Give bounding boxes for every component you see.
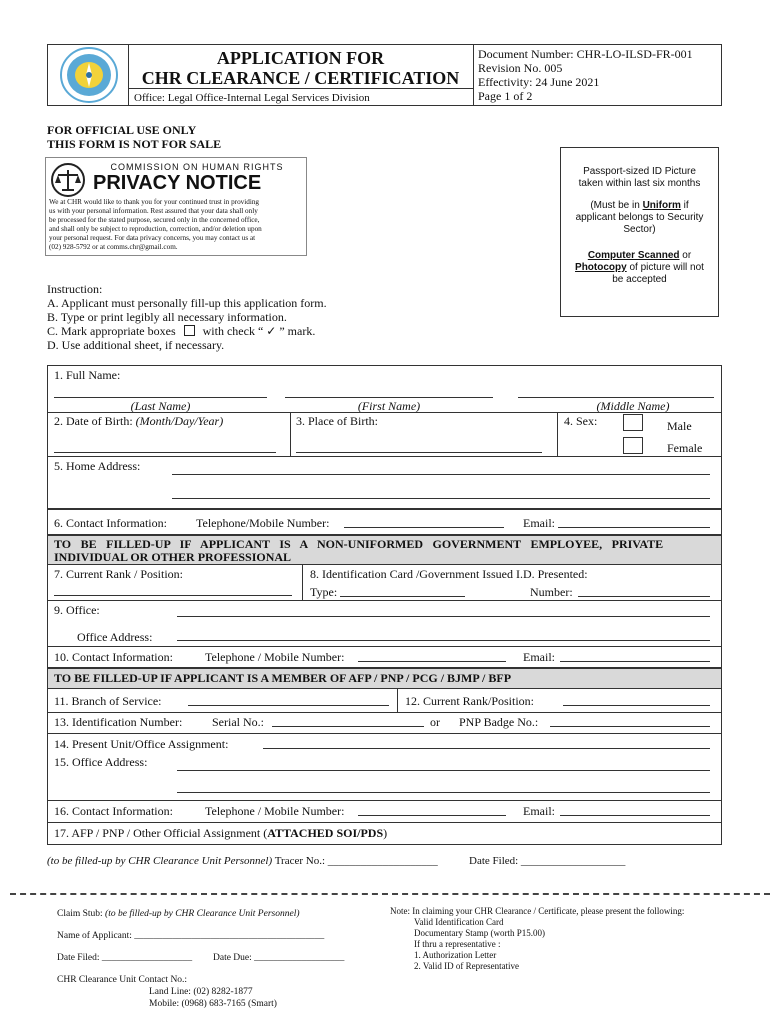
- office-address-field-15a[interactable]: [177, 770, 710, 771]
- page-indicator: Page 1 of 2: [478, 89, 533, 103]
- serial-field[interactable]: [272, 726, 424, 727]
- official-use-line1: FOR OFFICIAL USE ONLY: [47, 123, 197, 137]
- female-label: Female: [667, 441, 703, 455]
- non-uniformed-heading-1: TO BE FILLED-UP IF APPLICANT IS A NON-UNIFORMED GOVERNMENT EMPLOYEE, PRIVATE: [54, 537, 664, 551]
- official-use-line2: THIS FORM IS NOT FOR SALE: [47, 137, 222, 151]
- instruction-b: B. Type or print legibly all necessary information.: [47, 310, 287, 324]
- revision-number: Revision No. 005: [478, 61, 563, 75]
- stub-landline: Land Line: (02) 8282-1877: [149, 987, 253, 997]
- email-field-10[interactable]: [560, 661, 710, 662]
- male-label: Male: [667, 419, 692, 433]
- form-title-line1: APPLICATION FOR: [216, 48, 385, 68]
- id-number-field[interactable]: [578, 596, 710, 597]
- title-office-divider: [128, 88, 473, 89]
- cut-line: [10, 893, 770, 895]
- instruction-heading: Instruction:: [47, 282, 103, 296]
- non-uniformed-heading-2: INDIVIDUAL OR OTHER PROFESSIONAL: [54, 550, 292, 564]
- sec2-heading-divider: [47, 564, 722, 565]
- stub-note-2: Documentary Stamp (worth P15.00): [414, 928, 545, 938]
- dob-label: 2. Date of Birth: (Month/Day/Year): [54, 414, 224, 428]
- middle-name-field[interactable]: [518, 397, 714, 398]
- id-number-label-13: 13. Identification Number:: [54, 715, 183, 729]
- effectivity-date: Effectivity: 24 June 2021: [478, 75, 600, 89]
- telephone-label-1: Telephone/Mobile Number:: [196, 516, 330, 530]
- pob-sex-divider: [557, 412, 558, 456]
- id-number-label: Number:: [530, 585, 573, 599]
- rank-id-divider: [302, 564, 303, 600]
- pob-row-divider: [47, 456, 722, 457]
- stub-contact-label: CHR Clearance Unit Contact No.:: [57, 975, 188, 985]
- sec3-heading-divider: [47, 688, 722, 689]
- instruction-a: A. Applicant must personally fill-up this application form.: [47, 296, 327, 310]
- sec3-branch-divider: [47, 712, 722, 713]
- unit-field[interactable]: [263, 748, 710, 749]
- rank-label: 7. Current Rank / Position:: [54, 567, 183, 581]
- office-address-label: Office Address:: [77, 630, 153, 644]
- rank-field[interactable]: [54, 595, 292, 596]
- unit-label: 14. Present Unit/Office Assignment:: [54, 737, 229, 751]
- privacy-text: We at CHR would like to thank you for your continued trust in providing us with your personal information. Rest assured that your data shall only be processed for the stated purpose, secured only in the concerned office, and shall only be subject to reproduction, correction, and/or deletion upon your personal request. For data privacy concerns, you may contact us at (02) 928-5792 or at comms.chr@gmail.com.: [49, 198, 262, 251]
- checkbox-sample-icon: [184, 325, 195, 336]
- branch-label: 11. Branch of Service:: [54, 694, 162, 708]
- tracer-row: (to be filled-up by CHR Clearance Unit Personnel) Tracer No.: ____________________: [47, 855, 438, 867]
- male-checkbox[interactable]: [623, 414, 643, 431]
- instruction-d: D. Use additional sheet, if necessary.: [47, 338, 225, 352]
- stub-name-field[interactable]: Name of Applicant: ________________________________________: [57, 931, 325, 941]
- name-row-divider: [47, 412, 722, 413]
- chr-seal-logo: [54, 46, 124, 104]
- stub-mobile: Mobile: (0968) 683-7165 (Smart): [149, 999, 277, 1009]
- photo-instructions: Passport-sized ID Picture taken within last six months (Must be in Uniform if applicant belongs to Security Sector) Computer Scanned or Photocopy of picture will not be accepted: [575, 166, 704, 285]
- sec2-office-divider: [47, 646, 722, 647]
- stub-note-5: 2. Valid ID of Representative: [414, 961, 520, 971]
- contact-label-16: 16. Contact Information:: [54, 804, 173, 818]
- scales-of-justice-icon: [49, 163, 87, 197]
- assignment-label: 17. AFP / PNP / Other Official Assignment (ATTACHED SOI/PDS): [54, 826, 388, 840]
- last-name-caption: (Last Name): [130, 399, 191, 413]
- email-label-1: Email:: [523, 516, 555, 530]
- female-checkbox[interactable]: [623, 437, 643, 454]
- tracer-date-filed: Date Filed: ___________________: [469, 855, 626, 867]
- contact-label-1: 6. Contact Information:: [54, 516, 167, 530]
- badge-label: PNP Badge No.:: [459, 715, 539, 729]
- telephone-field-10[interactable]: [358, 661, 506, 662]
- section-personal-info: [47, 365, 722, 509]
- stub-date-due[interactable]: Date Due: ___________________: [213, 953, 345, 963]
- full-name-label: 1. Full Name:: [54, 368, 121, 382]
- email-label-16: Email:: [523, 804, 555, 818]
- id-type-field[interactable]: [340, 596, 465, 597]
- office-address-field[interactable]: [177, 640, 710, 641]
- email-field-1[interactable]: [558, 527, 710, 528]
- privacy-org: COMMISSION ON HUMAN RIGHTS: [110, 162, 284, 172]
- office-address-label-15: 15. Office Address:: [54, 755, 148, 769]
- stub-date-filed[interactable]: Date Filed: ___________________: [57, 953, 193, 963]
- home-address-label: 5. Home Address:: [54, 459, 141, 473]
- dob-field[interactable]: [54, 452, 276, 453]
- instruction-c: C. Mark appropriate boxes with check “ ✓ ” mark.: [47, 324, 316, 338]
- branch-rank-divider: [397, 688, 398, 712]
- sec2-rank-divider: [47, 600, 722, 601]
- telephone-label-10: Telephone / Mobile Number:: [205, 650, 345, 664]
- middle-name-caption: (Middle Name): [596, 399, 670, 413]
- pob-field[interactable]: [296, 452, 542, 453]
- branch-field[interactable]: [188, 705, 389, 706]
- telephone-label-16: Telephone / Mobile Number:: [205, 804, 345, 818]
- stub-note-3: If thru a representative :: [414, 939, 501, 949]
- first-name-field[interactable]: [285, 397, 493, 398]
- serial-label: Serial No.:: [212, 715, 264, 729]
- id-card-label: 8. Identification Card /Government Issued I.D. Presented:: [310, 567, 588, 581]
- home-address-field-1[interactable]: [172, 474, 710, 475]
- sec3-id-divider: [47, 733, 722, 734]
- or-label: or: [430, 715, 440, 729]
- home-address-field-2[interactable]: [172, 498, 710, 499]
- office-label: Office: Legal Office-Internal Legal Services Division: [134, 92, 370, 104]
- sex-label: 4. Sex:: [564, 414, 598, 428]
- email-label-10: Email:: [523, 650, 555, 664]
- telephone-field-16[interactable]: [358, 815, 506, 816]
- stub-note-1: Valid Identification Card: [414, 917, 504, 927]
- claim-stub-title: Claim Stub: (to be filled-up by CHR Clearance Unit Personnel): [57, 909, 300, 919]
- rank-field-12[interactable]: [563, 705, 710, 706]
- office-address-field-15b[interactable]: [177, 792, 710, 793]
- sec3-address-divider: [47, 800, 722, 801]
- office-label-9: 9. Office:: [54, 603, 100, 617]
- dob-pob-divider: [290, 412, 291, 456]
- form-title-line2: CHR CLEARANCE / CERTIFICATION: [141, 68, 460, 88]
- badge-field[interactable]: [550, 726, 710, 727]
- stub-note-4: 1. Authorization Letter: [414, 950, 497, 960]
- sec3-contact-divider: [47, 822, 722, 823]
- office-field[interactable]: [177, 616, 710, 617]
- contact-label-10: 10. Contact Information:: [54, 650, 173, 664]
- rank-label-12: 12. Current Rank/Position:: [405, 694, 534, 708]
- first-name-caption: (First Name): [357, 399, 421, 413]
- header-divider-right: [473, 44, 474, 106]
- last-name-field[interactable]: [54, 397, 267, 398]
- id-type-label: Type:: [310, 585, 338, 599]
- email-field-16[interactable]: [560, 815, 710, 816]
- pob-label: 3. Place of Birth:: [296, 414, 378, 428]
- stub-note-title: Note: In claiming your CHR Clearance / Certificate, please present the following:: [390, 906, 685, 916]
- privacy-title: PRIVACY NOTICE: [93, 172, 262, 194]
- uniformed-heading: TO BE FILLED-UP IF APPLICANT IS A MEMBER OF AFP / PNP / PCG / BJMP / BFP: [54, 671, 512, 685]
- doc-number: Document Number: CHR-LO-ILSD-FR-001: [478, 47, 693, 61]
- telephone-field-1[interactable]: [344, 527, 504, 528]
